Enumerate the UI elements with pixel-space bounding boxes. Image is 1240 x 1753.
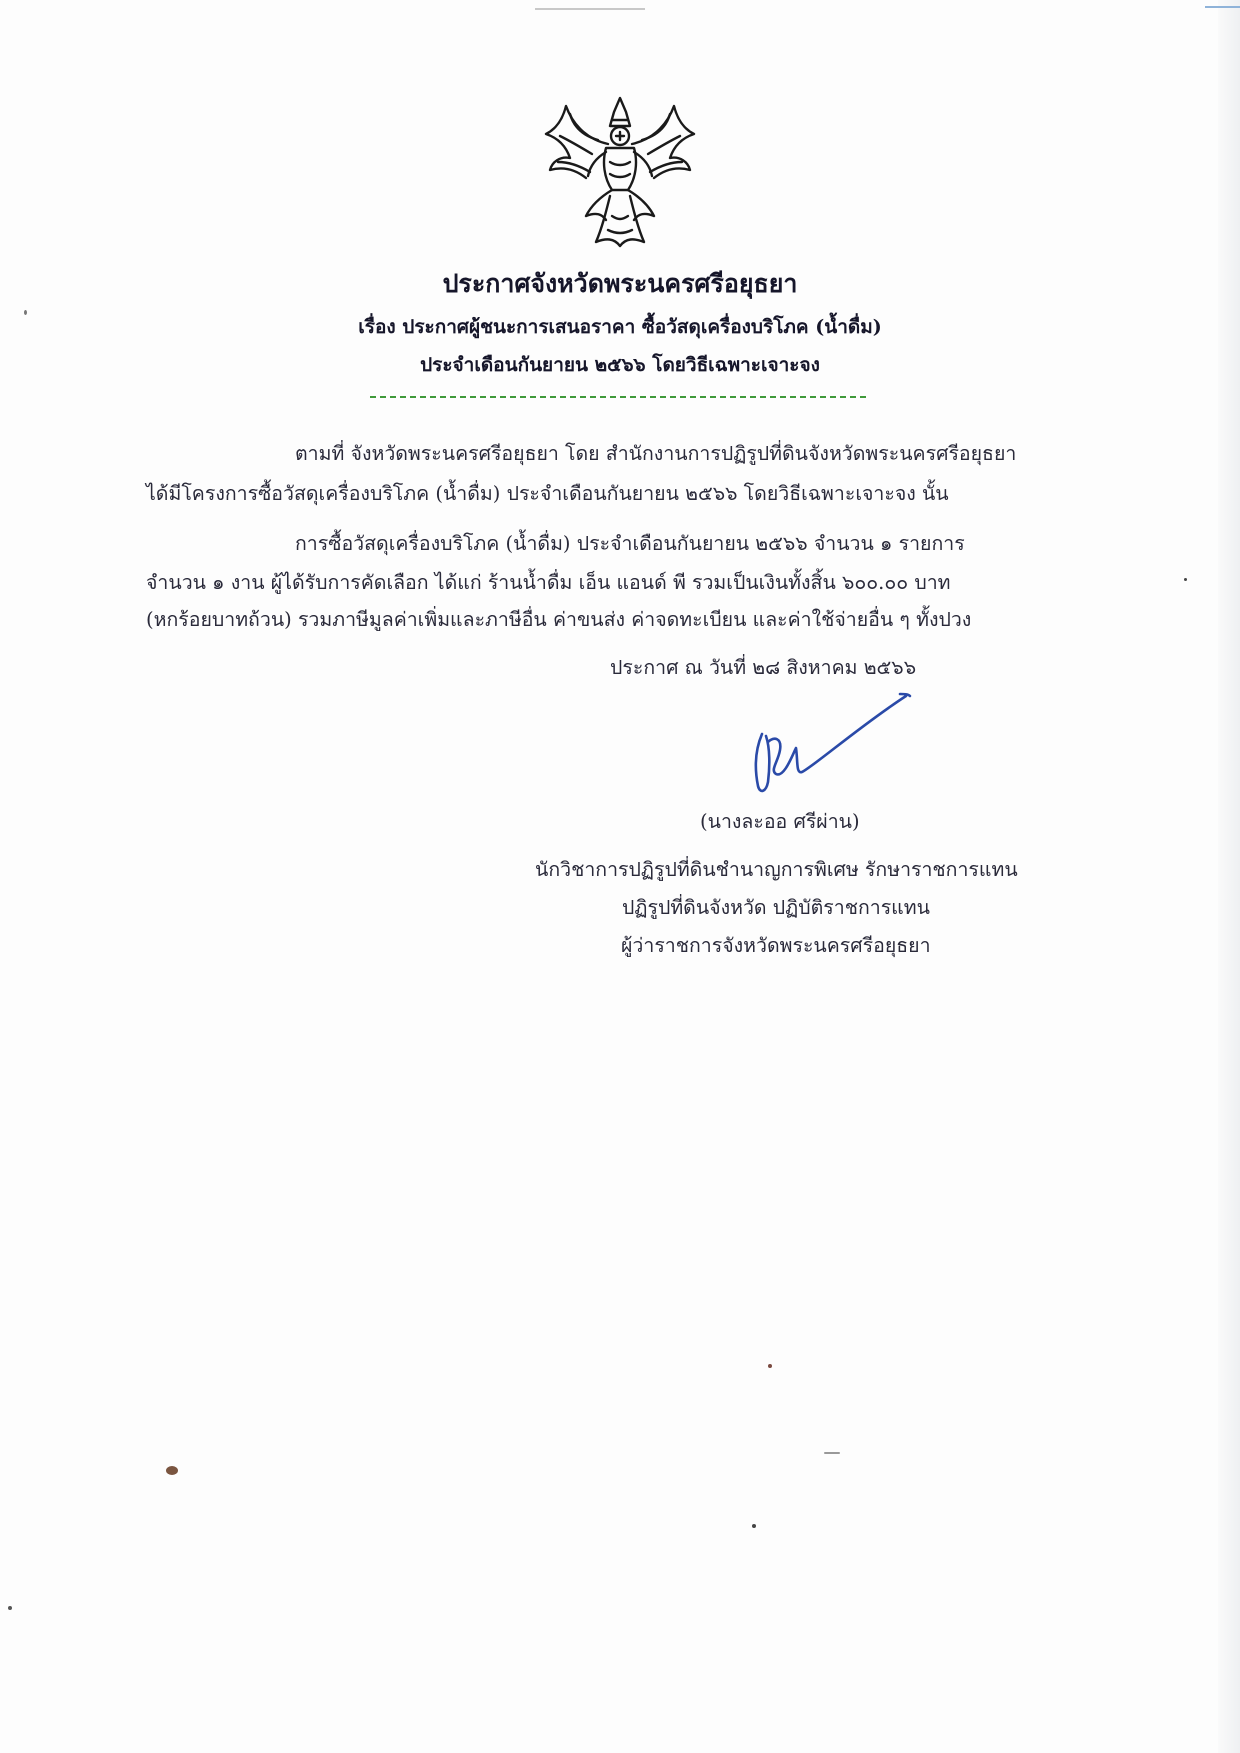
scan-speck [752,1524,756,1528]
scan-edge [1218,0,1240,1753]
signatory-position-line-2: ปฏิรูปที่ดินจังหวัด ปฏิบัติราชการแทน [622,896,930,919]
garuda-emblem-icon [540,92,700,252]
scan-speck [824,1452,840,1454]
announcement-date: ประกาศ ณ วันที่ ๒๘ สิงหาคม ๒๕๖๖ [610,656,917,679]
announcement-period: ประจำเดือนกันยายน ๒๕๖๖ โดยวิธีเฉพาะเจาะจง [420,354,820,376]
body-paragraph-1-line-2: ได้มีโครงการซื้อวัสดุเครื่องบริโภค (น้ำดื่ม) ประจำเดือนกันยายน ๒๕๖๖ โดยวิธีเฉพาะเจาะจง นั้น [146,482,949,505]
body-paragraph-2-line-2: จำนวน ๑ งาน ผู้ได้รับการคัดเลือก ได้แก่ ร้านน้ำดื่ม เอ็น แอนด์ พี รวมเป็นเงินทั้งสิ้น ๖๐๐.๐๐ บาท [146,571,951,594]
scan-mark [535,8,645,10]
signatory-position-line-3: ผู้ว่าราชการจังหวัดพระนครศรีอยุธยา [621,934,931,957]
announcement-title: ประกาศจังหวัดพระนครศรีอยุธยา [442,269,798,298]
scan-speck [8,1606,12,1610]
header-divider [370,396,866,398]
scan-speck [768,1364,772,1368]
body-paragraph-1-line-1: ตามที่ จังหวัดพระนครศรีอยุธยา โดย สำนักงานการปฏิรูปที่ดินจังหวัดพระนครศรีอยุธยา [295,442,1017,465]
body-paragraph-2-line-3: (หกร้อยบาทถ้วน) รวมภาษีมูลค่าเพิ่มและภาษีอื่น ค่าขนส่ง ค่าจดทะเบียน และค่าใช้จ่ายอื่น ๆ ทั้งปวง [146,608,972,631]
handwritten-signature [740,686,920,806]
scan-mark [1205,6,1240,8]
body-paragraph-2-line-1: การซื้อวัสดุเครื่องบริโภค (น้ำดื่ม) ประจำเดือนกันยายน ๒๕๖๖ จำนวน ๑ รายการ [295,532,965,555]
scan-speck [24,310,27,315]
scan-speck [166,1466,178,1475]
signatory-position-line-1: นักวิชาการปฏิรูปที่ดินชำนาญการพิเศษ รักษาราชการแทน [535,858,1018,881]
announcement-subject: เรื่อง ประกาศผู้ชนะการเสนอราคา ซื้อวัสดุเครื่องบริโภค (น้ำดื่ม) [358,316,882,338]
signatory-name: (นางละออ ศรีผ่าน) [700,810,860,833]
scan-speck [1184,578,1187,581]
